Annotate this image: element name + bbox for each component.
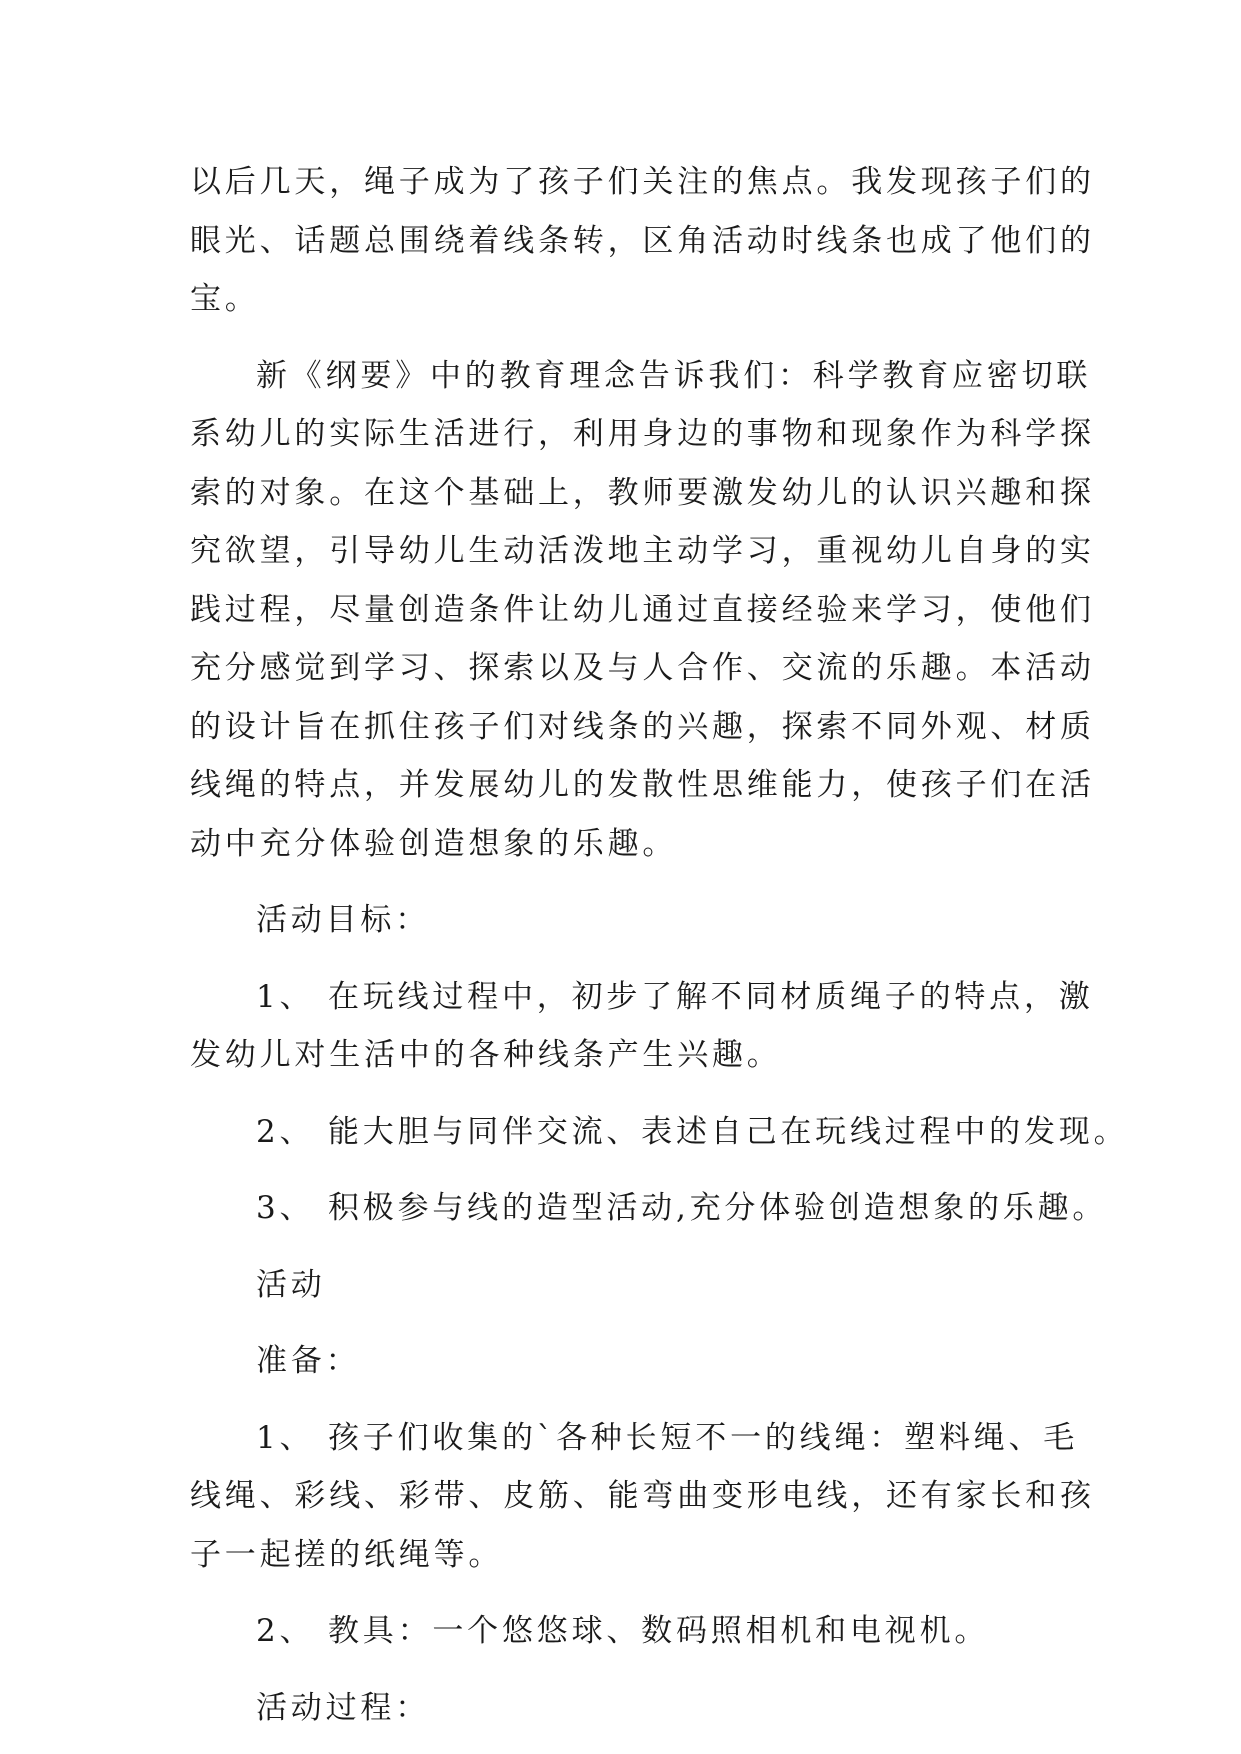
paragraph-prep-1 [190,1409,1095,1585]
text-line: 活动目标： [256,902,430,938]
text-line: 3、 积极参与线的造型活动,充分体验创造想象的乐趣。 [256,1190,1108,1226]
paragraph-goals-heading [190,891,1070,950]
paragraph-goal-1 [190,968,1094,1085]
paragraph-intro [190,153,1095,329]
text-line: 索的对象。在这个基础上，教师要激发幼儿的认识兴趣和探 [190,474,1095,511]
paragraph-gap [190,1661,1070,1679]
paragraph-gap [190,1085,1070,1103]
paragraph-prep-2 [190,1602,1070,1661]
paragraph-gap [190,1314,1070,1332]
paragraph-gap [190,1161,1070,1179]
text-line: 充分感觉到学习、探索以及与人合作、交流的乐趣。本活动 [190,650,1095,686]
paragraph-gap [190,950,1070,968]
paragraph-process-heading [190,1679,1070,1738]
text-line: 宝。 [190,281,260,317]
text-line: 线绳、彩线、彩带、皮筋、能弯曲变形电线，还有家长和孩 [190,1478,1095,1514]
text-line: 1、 在玩线过程中，初步了解不同材质绳子的特点，激 [256,978,1094,1015]
text-line: 2、 教具：一个悠悠球、数码照相机和电视机。 [256,1613,990,1649]
text-line: 的设计旨在抓住孩子们对线条的兴趣，探索不同外观、材质 [190,708,1095,745]
text-line: 子一起搓的纸绳等。 [190,1536,504,1573]
text-line: 动中充分体验创造想象的乐趣。 [190,825,678,862]
paragraph-rationale [190,347,1095,874]
paragraph-goal-3 [190,1179,1108,1238]
text-line: 活动过程： [256,1689,430,1726]
text-line: 活动 [256,1266,326,1303]
paragraph-prep-heading-2 [190,1332,1070,1391]
text-line: 新《纲要》中的教育理念告诉我们：科学教育应密切联 [256,357,1092,394]
text-line: 以后几天，绳子成为了孩子们关注的焦点。我发现孩子们的 [190,164,1095,200]
text-line: 眼光、话题总围绕着线条转，区角活动时线条也成了他们的 [190,222,1095,259]
text-line: 发幼儿对生活中的各种线条产生兴趣。 [190,1037,782,1073]
text-line: 准备： [256,1343,361,1379]
document-body [190,153,1129,1737]
text-line: 究欲望，引导幼儿生动活泼地主动学习，重视幼儿自身的实 [190,533,1095,569]
text-line: 系幼儿的实际生活进行，利用身边的事物和现象作为科学探 [190,416,1095,452]
paragraph-gap [190,1584,1070,1602]
paragraph-goal-2 [190,1103,1129,1162]
text-line: 2、 能大胆与同伴交流、表述自己在玩线过程中的发现。 [256,1113,1129,1150]
paragraph-prep-heading-1 [190,1256,1070,1315]
text-line: 线绳的特点，并发展幼儿的发散性思维能力，使孩子们在活 [190,767,1095,803]
paragraph-gap [190,329,1070,347]
text-line: 践过程，尽量创造条件让幼儿通过直接经验来学习，使他们 [190,591,1095,628]
paragraph-gap [190,873,1070,891]
paragraph-gap [190,1391,1070,1409]
text-line: 1、 孩子们收集的`各种长短不一的线绳：塑料绳、毛 [256,1419,1079,1456]
paragraph-gap [190,1238,1070,1256]
